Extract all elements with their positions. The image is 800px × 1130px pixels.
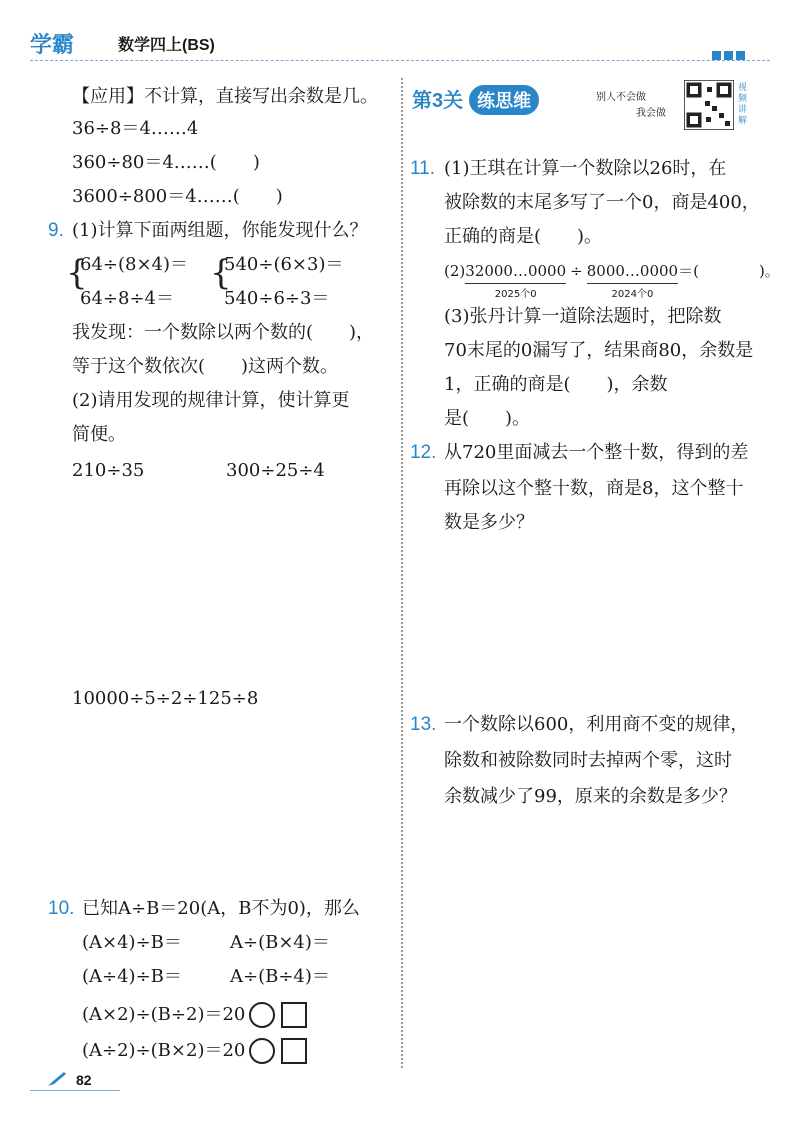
q13-line-2: 除数和被除数同时去掉两个零，这时 [444,750,732,771]
header-rule [30,60,770,61]
q9-group2-a: 540÷(6×3)＝ [224,254,344,275]
q11-part2-prefix: (2) [444,262,466,280]
q10-row1-b: A÷(B×4)＝ [230,932,330,953]
q10-row2-b: A÷(B÷4)＝ [230,966,330,987]
qr-label: 视频讲解 [738,82,748,125]
q12-line-2: 再除以这个整十数，商是8，这个整十 [444,478,744,499]
answer-square[interactable] [281,1038,307,1064]
q11-dividend-label: 2025个0 [465,283,566,306]
qr-code-icon[interactable] [684,80,734,130]
page-number: 82 [76,1072,92,1088]
question-9-number: 9. [48,220,64,241]
q13-line-3: 余数减少了99，原来的余数是多少？ [444,786,737,807]
q9-group1-a: 64÷(8×4)＝ [80,254,189,275]
level-header [412,84,539,115]
q10-stem: 已知A÷B＝20(A，B不为0)，那么 [82,898,360,919]
logo: 学霸 [30,32,75,57]
header-dots [712,45,748,64]
q9-expr-1: 210÷35 [72,460,145,481]
question-12-number: 12. [410,442,437,463]
q11-part1-a: (1)王琪在计算一个数除以26时，在 [444,158,727,179]
answer-square[interactable] [281,1002,307,1028]
q10-row3 [82,1002,307,1028]
q9-part2-b: 简便。 [72,424,126,445]
level-badge: 练思维 [469,85,539,115]
apply-intro: 【应用】不计算，直接写出余数是几。 [72,86,378,107]
question-13-number: 13. [410,714,437,735]
pencil-icon [46,1070,68,1088]
q9-group1-b: 64÷8÷4＝ [80,288,174,309]
q9-part2-a: (2)请用发现的规律计算，使计算更 [72,390,350,411]
q9-part1: (1)计算下面两组题，你能发现什么？ [72,220,368,241]
q11-part3-b: 70末尾的0漏写了，结果商80，余数是 [444,340,754,361]
compare-circle[interactable] [249,1038,275,1064]
q11-part1-b: 被除数的末尾多写了一个0，商是400， [444,192,760,213]
apply-line-3: 3600÷800＝4……( ) [72,186,283,207]
q11-divisor [587,260,678,306]
tag-others: 别人不会做 [596,92,646,103]
q11-part3-c: 1，正确的商是( )，余数 [444,374,668,395]
q9-expr-2: 300÷25÷4 [226,460,325,481]
q11-part2 [444,260,780,306]
q9-finding-2: 等于这个数依次( )这两个数。 [72,356,339,377]
footer-rule [30,1090,120,1091]
q11-divisor-value: 8000…0000 [586,262,679,280]
q10-row2-a: (A÷4)÷B＝ [82,966,182,987]
q12-line-1: 从720里面减去一个整十数，得到的差 [444,442,749,463]
apply-line-2: 360÷80＝4……( ) [72,152,260,173]
level-title: 第3关 [412,90,464,112]
q10-row3-text: (A×2)÷(B÷2)＝20 [82,1004,246,1025]
q13-line-1: 一个数除以600，利用商不变的规律， [444,714,749,735]
q9-group2-b: 540÷6÷3＝ [224,288,330,309]
q11-divisor-label: 2024个0 [587,283,678,306]
q11-div-sign: ÷ [570,262,583,280]
apply-line-1: 36÷8＝4……4 [72,118,199,139]
q11-dividend [465,260,566,306]
q11-part1-c: 正确的商是( )。 [444,226,603,247]
book-title: 数学四上(BS) [118,37,215,54]
question-11-number: 11. [410,158,436,179]
q11-part3-a: (3)张丹计算一道除法题时，把除数 [444,306,722,327]
brace-left-1: { [66,253,88,293]
q11-part2-end: ＝( )。 [678,262,780,280]
tag-me: 我会做 [636,108,666,119]
column-divider [401,78,403,1068]
q10-row1-a: (A×4)÷B＝ [82,932,182,953]
q9-finding-1: 我发现：一个数除以两个数的( )， [72,322,375,343]
q10-row4-text: (A÷2)÷(B×2)＝20 [82,1040,246,1061]
q10-row4 [82,1038,307,1064]
q9-expr-3: 10000÷5÷2÷125÷8 [72,688,259,709]
q11-dividend-value: 32000…0000 [465,262,567,280]
brace-left-2: { [210,253,232,293]
question-10-number: 10. [48,898,75,919]
compare-circle[interactable] [249,1002,275,1028]
q11-part3-d: 是( )。 [444,408,531,429]
q12-line-3: 数是多少？ [444,512,534,533]
